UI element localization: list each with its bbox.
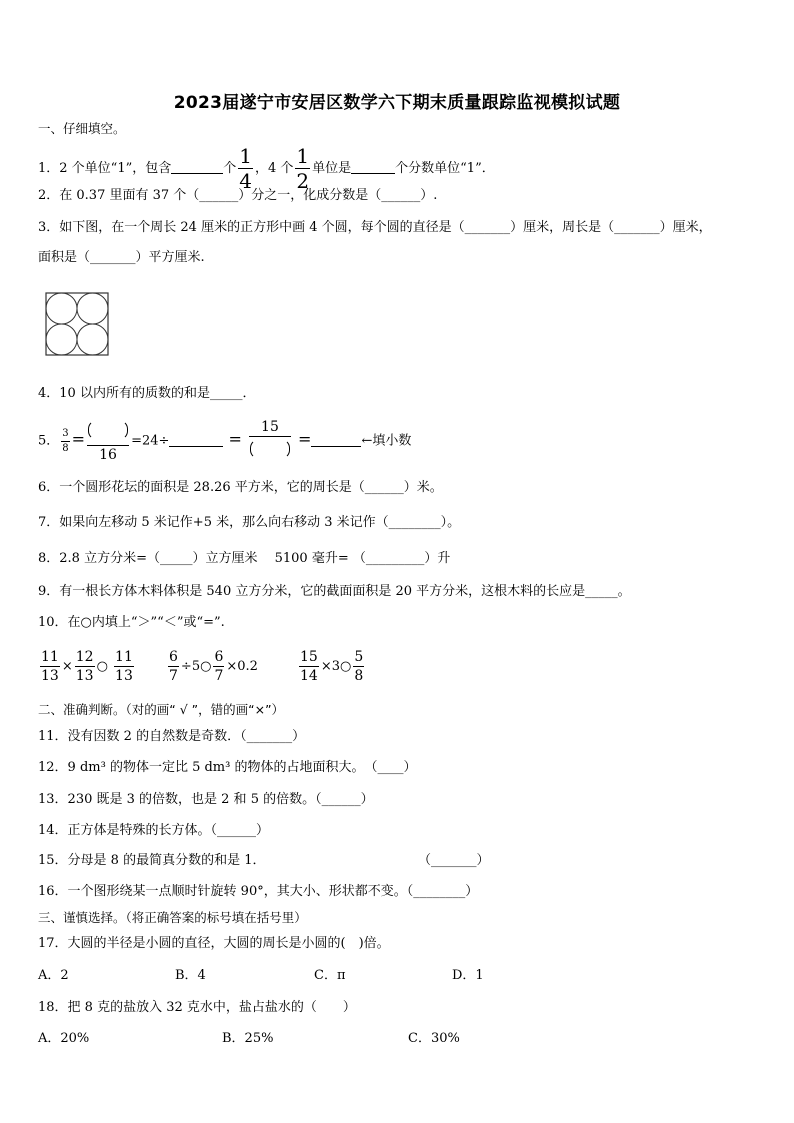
question-7: 7．如果向左移动 5 米记作+5 米，那么向右移动 3 米记作（________）。 [38,515,461,530]
option-b[interactable]: B．4 [175,968,206,983]
answer-blank[interactable] [311,432,361,447]
fraction-one-quarter: $\frac{1}{4}$ [239,144,252,193]
compare-circle[interactable]: ○ [96,659,108,674]
question-4: 4．10 以内所有的质数的和是_____． [38,386,256,401]
option-c[interactable]: C．π [314,968,346,983]
question-3-line-2: 面积是（_______）平方厘米. [38,250,205,265]
question-14: 14．正方体是特殊的长方体。（______） [38,823,270,838]
question-5: 5． $\frac{3}{8}$ = 16 =24÷ = 15 = ←填小数 [38,419,412,463]
fraction-blank-over-16: 16 [87,420,129,462]
answer-blank[interactable] [171,159,223,174]
section-3-heading: 三、谨慎选择。（将正确答案的标号填在括号里） [38,910,307,925]
question-12: 12．9 dm³ 的物体一定比 5 dm³ 的物体的占地面积大。 （____） [38,760,417,775]
question-10: 10．在○内填上“＞”“＜”或“=”. [38,615,225,630]
option-d[interactable]: D．1 [452,968,484,983]
answer-blank[interactable] [351,159,395,174]
section-2-heading: 二、准确判断。（对的画“ √ ”，错的画“×”） [38,702,285,717]
question-9: 9．有一根长方体木料体积是 540 立方分米，它的截面面积是 20 平方分米，这根木料的长应是_____。 [38,584,631,599]
page-title: 2023届遂宁市安居区数学六下期末质量跟踪监视模拟试题 [173,93,621,113]
section-1-heading: 一、仔细填空。 [38,121,126,136]
option-a[interactable]: A．2 [38,968,69,983]
square-four-circles-figure [45,292,109,356]
question-8: 8．2.8 立方分米=（_____）立方厘米 5100 毫升= （_________）升 [38,551,451,566]
option-c[interactable]: C．30% [408,1031,460,1046]
question-17: 17．大圆的半径是小圆的直径，大圆的周长是小圆的( )倍。 [38,936,390,951]
question-1: 1．2 个单位“1”，包含 个 $\frac{1}{4}$ ，4 个 $\frac{1}{2}$ 单位是 个分数单位“1”． [38,144,495,193]
answer-paren[interactable]: （_______） [418,853,490,868]
question-3-line-1: 3．如下图，在一个周长 24 厘米的正方形中画 4 个圆，每个圆的直径是（_______）厘米，周长是（_______）厘米， [38,220,712,235]
option-a[interactable]: A．20% [38,1031,90,1046]
question-11: 11．没有因数 2 的自然数是奇数．（_______） [38,729,306,744]
question-16: 16．一个图形绕某一点顺时针旋转 90°，其大小、形状都不变。（________） [38,884,479,899]
answer-blank[interactable] [169,432,223,447]
question-2: 2．在 0.37 里面有 37 个（______）分之一，化成分数是（______）. [38,188,438,203]
fraction-three-eighths: $\frac{3}{8}$ [62,427,69,454]
question-18: 18．把 8 克的盐放入 32 克水中，盐占盐水的（ ） [38,1000,356,1015]
question-6: 6．一个圆形花坛的面积是 28.26 平方米，它的周长是（______）米。 [38,480,443,495]
question-10-expression-1: $\frac{11}{13}$ × $\frac{12}{13}$ ○ $\frac{11}{13}$ [41,649,133,684]
fraction-15-over-blank: 15 [249,420,291,462]
question-10-expression-2: $\frac{6}{7}$ ÷5○ $\frac{6}{7}$ ×0.2 [169,649,258,684]
question-10-expression-3: $\frac{15}{14}$ ×3○ $\frac{5}{8}$ [300,649,364,684]
option-b[interactable]: B．25% [222,1031,274,1046]
question-13: 13．230 既是 3 的倍数，也是 2 和 5 的倍数。（______） [38,792,374,807]
fraction-one-half: $\frac{1}{2}$ [296,144,310,193]
question-15: 15．分母是 8 的最简真分数的和是 1． （_______） [38,851,265,871]
